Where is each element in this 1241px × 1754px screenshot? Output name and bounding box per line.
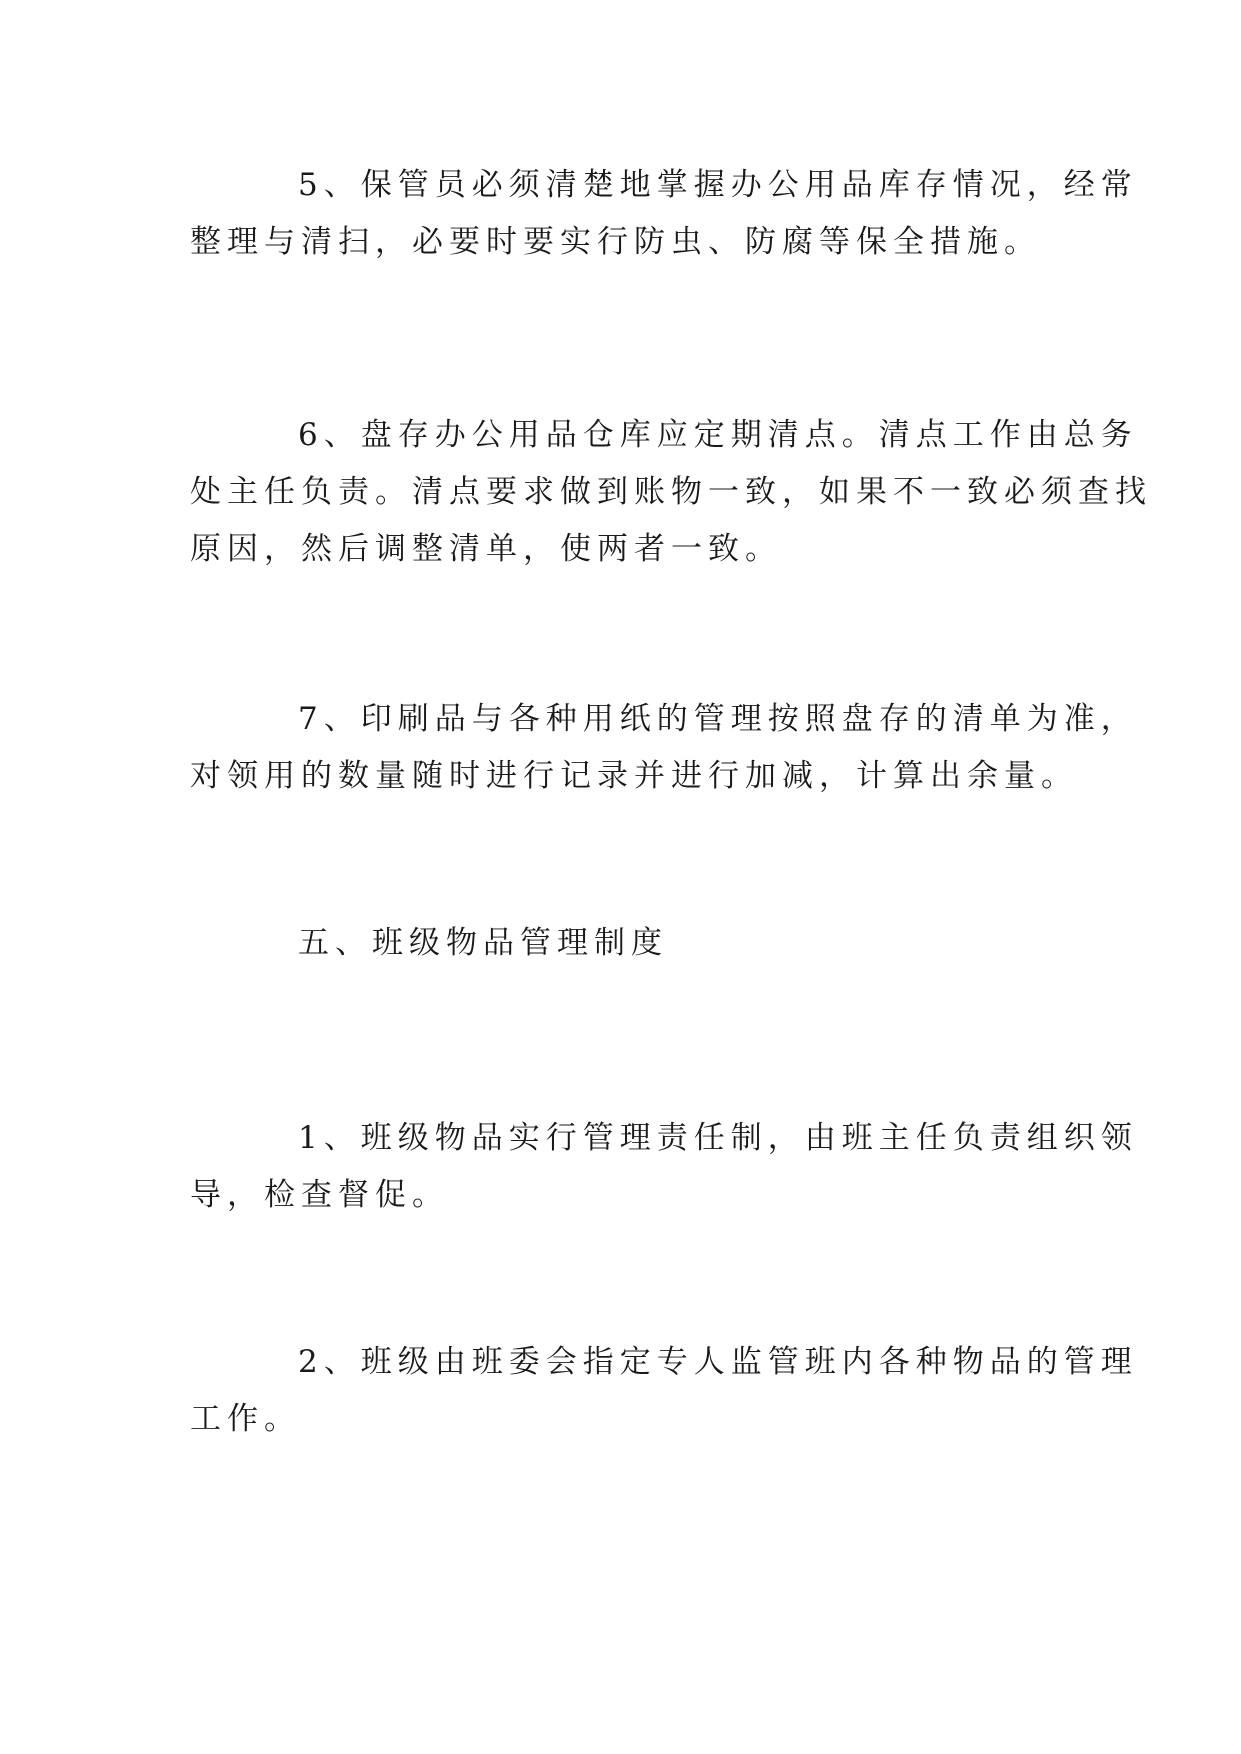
section-heading-text: 五、班级物品管理制度 bbox=[298, 925, 668, 961]
paragraph-line: 导，检查督促。 bbox=[190, 1177, 449, 1213]
paragraph-line: 处主任负责。清点要求做到账物一致，如果不一致必须查找 bbox=[190, 474, 1152, 510]
paragraph-item-7 bbox=[190, 691, 1138, 805]
paragraph-line: 7、印刷品与各种用纸的管理按照盘存的清单为准， bbox=[298, 701, 1138, 737]
paragraph-line: 6、盘存办公用品仓库应定期清点。清点工作由总务 bbox=[298, 417, 1138, 453]
paragraph-line: 工作。 bbox=[190, 1401, 301, 1437]
section-heading bbox=[190, 915, 1050, 972]
paragraph-item-6 bbox=[190, 407, 1152, 578]
paragraph-line: 2、班级由班委会指定专人监管班内各种物品的管理 bbox=[298, 1344, 1138, 1380]
paragraph-item-2 bbox=[190, 1334, 1138, 1448]
paragraph-line: 1、班级物品实行管理责任制，由班主任负责组织领 bbox=[298, 1120, 1138, 1156]
paragraph-line: 整理与清扫，必要时要实行防虫、防腐等保全措施。 bbox=[190, 224, 1041, 260]
paragraph-line: 5、保管员必须清楚地掌握办公用品库存情况，经常 bbox=[298, 167, 1138, 203]
paragraph-line: 原因，然后调整清单，使两者一致。 bbox=[190, 531, 782, 567]
paragraph-line: 对领用的数量随时进行记录并进行加减，计算出余量。 bbox=[190, 758, 1078, 794]
paragraph-item-5 bbox=[190, 157, 1138, 271]
paragraph-item-1 bbox=[190, 1110, 1138, 1224]
